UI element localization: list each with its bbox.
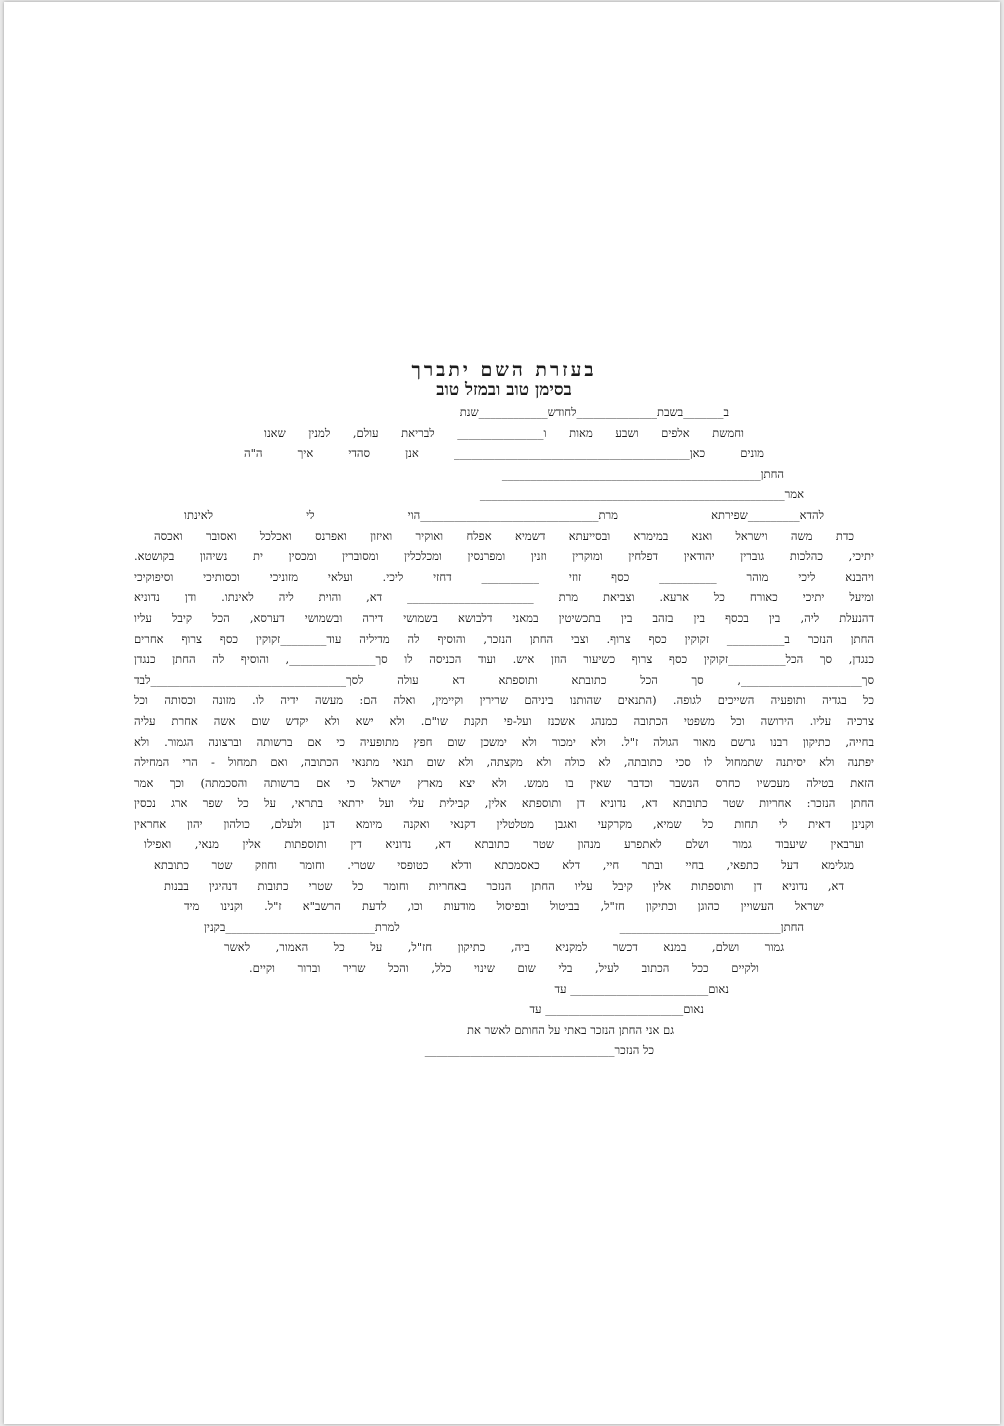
ketubah-line: בחייה, כתיקון רבנו גרשם מאור הגולה ז"ל. ולא ימכור ולא ימשכן שום חפץ מתופעיה כי אם ברשותה וברצונה הגמור. ולא — [134, 734, 874, 749]
ketubah-line: מונים כאן_________________________________________ אנן סהדי איך ה"ה — [244, 446, 764, 461]
ketubah-line: וחמשת אלפים ושבע מאות ו_______________ לבריאת עולם, למנין שאנו — [264, 425, 744, 440]
ketubah-line: סך_____________________, סך הכל כתובתא ותוספתא דא עולה לסך__________________________________לבד — [134, 672, 874, 687]
ketubah-line: כל הנזכר_________________________________ — [424, 1043, 654, 1058]
ketubah-line: ויהבנא ליכי מוהר __________ כסף זוזי __________ דחזי ליכי. ועלאי מזוניכי וכסותיכי וסיפוקיכי — [134, 569, 874, 584]
ketubah-line: כדת משה וישראל ואנא במימרא ובסייעתא דשמיא אפלח ואוקיר ואיזון ואפרנס ואכלכל ואסובר ואכסה — [154, 528, 854, 543]
ketubah-line: החתן_____________________________________________ — [501, 466, 784, 481]
ketubah-line: ומיעל יתיכי כאורח כל ארעא. וצביאת מרת ______________________ דא, והוית ליה לאינתו. ודן נדוניא — [134, 590, 874, 605]
ketubah-line: דא, נדוניא דן ותוספתות אלין קיבל עליו החתן הנזכר באחריות וחומר כל שטרי כתובות דנהיגין בבנות — [164, 878, 844, 893]
ketubah-line: וערבאין שיעבוד גמור ושלם לאתפרע מנהון שטר כתובתא דא, נדוניא דין ותוספתות אלין מנאי, ואפילו — [144, 837, 864, 852]
ketubah-line: ב_______בשבת______________לחודש____________שנת — [459, 405, 729, 419]
document-page — [4, 2, 1000, 1424]
ketubah-body — [124, 402, 884, 1061]
ketubah-text — [124, 360, 884, 1061]
ketubah-line: החתן הנזכר ב__________ זקוקין כסף צרוף. וצבי החתן הנזכר, והוסיף לה מדיליה עוד________זקוקין כסף צרוף אחרים — [134, 631, 874, 646]
ketubah-line: נאום________________________ עד — [554, 981, 729, 996]
ketubah-line: החתן הנזכר: אחריות שטר כתובתא דא, נדוניא דן ותוספתא אלין, קבילית עלי ועל ירתאי בתראי, על כל שפר ארג נכסין — [134, 796, 874, 811]
ketubah-line: אמר_____________________________________________________ — [479, 487, 804, 502]
ketubah-line: הזאת בטילה מעכשיו כחרס הנשבר וכדבר שאין בו ממש. ולא יצא מארץ ישראל כי אם ברשותה והסכמתה) וכך אמר — [134, 775, 874, 790]
ketubah-line: החתן____________________________ למרת__________________________בקנין — [204, 919, 804, 934]
ketubah-line: מגלימא דעל כתפאי, בחיי ובתר חיי, דלא כאסמכתא ודלא כטופסי שטרי. וחומר וחוזק שטר כתובתא — [154, 858, 854, 873]
ketubah-line: דהנעלת ליה, בין בכסף בין בזהב בין בתכשיטין במאני דלבושא בשמושי דירה ובשמושי דערסא, הכל קיבל עליו — [134, 610, 874, 625]
ketubah-line: יתיכי, כהלכות גוברין יהודאין דפלחין ומוקרין וזנין ומפרנסין ומכלכלין ומסוברין ומכסין ית נשיהון בקושטא. — [134, 549, 874, 564]
ketubah-line: וקנינן דאית לי תחות כל שמיא, מקרקעי ואגבן מטלטלין דקנאי ואקנה מיומא דנן ולעלם, כולהון יהון אחראין — [134, 816, 874, 831]
ketubah-subtitle: בסימן טוב ובמזל טוב — [436, 380, 572, 400]
ketubah-line: נאום________________________ עד — [529, 1002, 704, 1017]
ketubah-line: גם אני החתן הנזכר באתי על החותם לאשר את — [467, 1022, 674, 1037]
ketubah-line: ישראל העשויין כהוגן וכתיקון חז"ל, בביטול ובפיסול מודעות וכו, לדעת הרשב"א ז"ל. וקנינו מיד — [184, 899, 824, 914]
ketubah-line: כנגדן, סך הכל__________זקוקין כסף צרוף כשיעור הוזן איש. ועוד הכניסה לו סך_______________, והוסיף לה החתן כנגדן — [134, 652, 874, 667]
ketubah-line: כל בגדיה ותופעיה השייכים לגופה. (התנאים שהותנו ביניהם שרירין וקיימין, ואלה הם: מעשה ידיה לו. מזונה וכסותה וכל — [134, 693, 874, 708]
ketubah-line: יפתנה ולא יסיתנה שתמחול לו סכי כתובתה, לא כולה ולא מקצתה, ולא שום תנאי מתנאי הכתובה, ואם תמחול - הרי המחילה — [134, 755, 874, 770]
ketubah-title: בעזרת השם יתברך — [411, 359, 597, 381]
ketubah-line: גמור ושלם, במנא דכשר למקניא ביה, כתיקון חז"ל, על כל האמור, לאשר — [224, 940, 784, 955]
ketubah-line: צרכיה עליו. הירושה וכל משפטי הכתובה כמנהג אשכנז ועל-פי תקנת שו"ם. ולא ישא ולא יקדש שום אשה אחרת עליה — [134, 713, 874, 728]
ketubah-line: ולקיים ככל הכתוב לעיל, בלי שום שינוי כלל, והכל שריר וברור וקיים. — [249, 961, 759, 976]
ketubah-line: להדא_________שפירתא מרת_______________________________הוי לי לאינתו — [184, 507, 824, 522]
